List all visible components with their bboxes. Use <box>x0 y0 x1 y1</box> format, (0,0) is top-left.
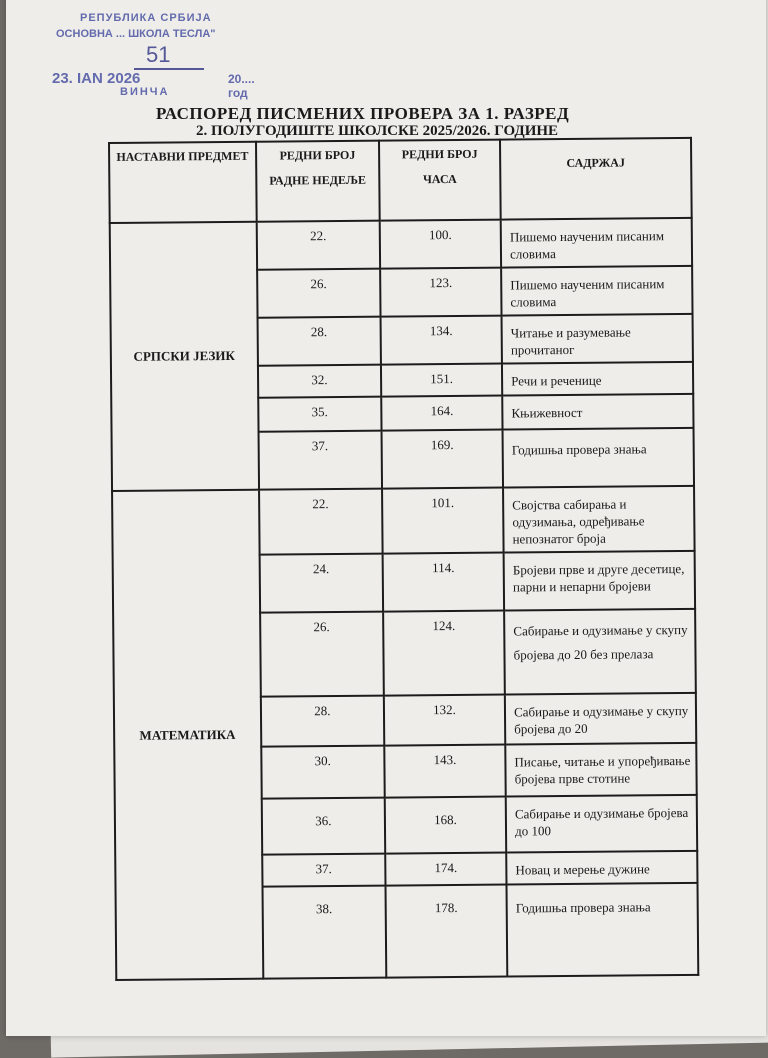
content-cell: Сабирање и одузимање у скупу бројева до 20 без прелаза <box>504 609 696 695</box>
content-cell: Пишемо наученим писаним словима <box>501 266 692 316</box>
class-cell: 134. <box>381 316 502 365</box>
content-cell: Годишња провера знања <box>507 883 699 977</box>
header-class-number: РЕДНИ БРОЈ ЧАСА <box>379 140 501 221</box>
content-cell: Новац и мерење дужине <box>506 851 697 885</box>
week-cell: 30. <box>261 746 385 799</box>
week-cell: 24. <box>259 554 383 613</box>
class-cell: 124. <box>383 611 505 696</box>
class-cell: 151. <box>381 364 502 397</box>
class-cell: 101. <box>382 488 504 554</box>
week-cell: 22. <box>256 221 380 270</box>
class-cell: 114. <box>383 553 505 612</box>
header-subject: НАСТАВНИ ПРЕДМЕТ <box>109 142 256 223</box>
content-cell: Речи и реченице <box>502 362 693 396</box>
subject-serbian: СРПСКИ ЈЕЗИК <box>110 222 259 491</box>
content-cell: Бројеви прве и друге десетице, парни и непарни бројеви <box>504 551 695 611</box>
week-cell: 32. <box>258 365 382 398</box>
document-page <box>6 0 766 1036</box>
week-cell: 28. <box>261 696 385 747</box>
stamp-year-label: 20.... год <box>228 72 255 100</box>
week-cell: 26. <box>260 612 384 697</box>
class-cell: 169. <box>382 430 504 489</box>
header-content: САДРЖАЈ <box>500 138 692 220</box>
week-cell: 28. <box>257 317 381 366</box>
stamp-country: РЕПУБЛИКА СРБИЈА <box>80 12 212 24</box>
class-cell: 123. <box>380 268 501 317</box>
content-cell: Годишња провера знања <box>503 428 694 488</box>
content-cell: Својства сабирања и одузимања, одређивање непознатог броја <box>503 486 694 553</box>
content-cell: Сабирање и одузимање у скупу бројева до 20 <box>505 693 696 745</box>
official-stamp <box>50 12 255 104</box>
class-cell: 132. <box>384 695 505 746</box>
class-cell: 164. <box>381 396 502 431</box>
class-cell: 174. <box>385 853 506 886</box>
class-cell: 100. <box>380 220 501 269</box>
class-cell: 143. <box>384 745 505 798</box>
week-cell: 22. <box>259 489 383 555</box>
table-row <box>110 218 692 271</box>
week-cell: 38. <box>262 886 386 979</box>
table-row <box>112 486 695 556</box>
week-cell: 36. <box>261 798 385 855</box>
stamp-number-underline <box>134 68 204 70</box>
content-cell: Пишемо наученим писаним словима <box>501 218 692 268</box>
content-cell: Књижевност <box>502 394 693 430</box>
stamp-number: 51 <box>146 42 171 67</box>
stamp-date: 23. IAN 2026 <box>52 70 141 87</box>
schedule-table <box>108 137 699 981</box>
week-cell: 35. <box>258 397 382 432</box>
week-cell: 37. <box>258 431 382 490</box>
week-cell: 26. <box>257 269 381 318</box>
document-subtitle: 2. ПОЛУГОДИШТЕ ШКОЛСКЕ 2025/2026. ГОДИНЕ <box>196 123 559 139</box>
content-cell: Сабирање и одузимање бројева до 100 <box>506 795 697 853</box>
week-cell: 37. <box>262 854 386 887</box>
stamp-town: ВИНЧА <box>120 86 170 98</box>
header-week-number: РЕДНИ БРОЈ РАДНЕ НЕДЕЉЕ <box>256 141 380 222</box>
stamp-school: ОСНОВНА ... ШКОЛА ТЕСЛА" <box>56 28 216 40</box>
class-cell: 178. <box>386 885 508 978</box>
subject-math: МАТЕМАТИКА <box>112 490 263 980</box>
content-cell: Читање и разумевање прочитаног <box>502 314 693 364</box>
class-cell: 168. <box>385 797 507 854</box>
table-header-row <box>109 138 692 223</box>
document-title: РАСПОРЕД ПИСМЕНИХ ПРОВЕРА ЗА 1. РАЗРЕД <box>156 104 570 123</box>
content-cell: Писање, читање и упоређивање бројева прве стотине <box>505 743 696 797</box>
